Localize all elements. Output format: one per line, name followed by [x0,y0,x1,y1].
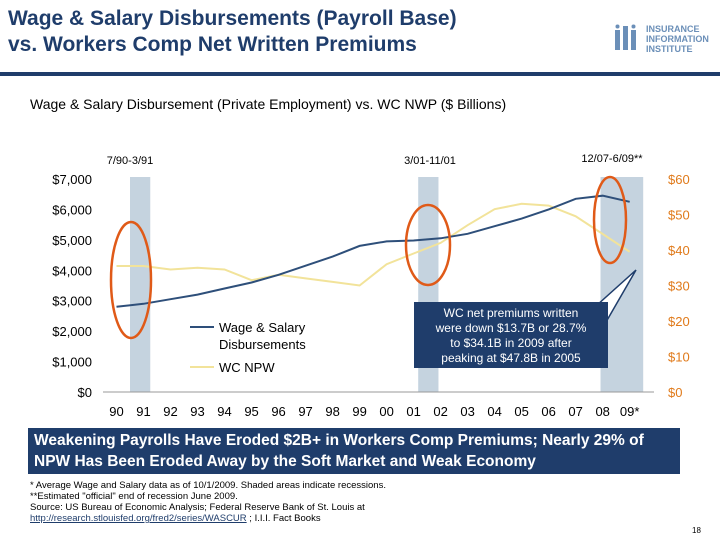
iii-logo [614,20,714,60]
legend-wage-label-line2: Disbursements [219,337,306,352]
callout-text: peaking at $47.8B in 2005 [441,351,581,365]
left-tick-label: $7,000 [52,172,92,187]
x-tick-label: 01 [406,404,421,419]
x-tick-label: 99 [352,404,367,419]
chart-subtitle: Wage & Salary Disbursement (Private Employment) vs. WC NWP ($ Billions) [30,96,507,112]
page-number: 18 [692,526,701,535]
left-tick-label: $0 [77,385,92,400]
x-tick-label: 90 [109,404,124,419]
x-tick-label: 04 [487,404,502,419]
left-tick-label: $5,000 [52,232,92,248]
legend-wage-label: Wage & Salary [219,320,306,335]
callout-text: to $34.1B in 2009 after [450,336,572,350]
footnote-1: * Average Wage and Salary data as of 10/1/2009. Shaded areas indicate recessions. [30,480,386,491]
x-tick-label: 02 [433,404,448,419]
x-tick-label: 94 [217,404,232,419]
recession-label: 3/01-11/01 [404,155,456,167]
recession-band [130,177,150,392]
x-tick-label: 08 [595,404,610,419]
x-tick-label: 92 [163,404,178,419]
page-title: Wage & Salary Disbursements (Payroll Base) vs. Workers Comp Net Written Premiums [8,7,457,56]
x-tick-label: 93 [190,404,205,419]
right-tick-label: $30 [668,278,690,294]
logo-text: INSURANCE INFORMATION INSTITUTE [646,24,709,54]
left-tick-label: $6,000 [52,202,92,218]
legend-nwp-label: WC NPW [219,360,275,375]
wage-salary-line [117,196,630,307]
x-tick-label: 96 [271,404,286,419]
source-line: Source: US Bureau of Economic Analysis; Federal Reserve Bank of St. Louis at [30,502,365,513]
x-tick-label: 91 [136,404,151,419]
chart [0,140,720,430]
title-rule [0,72,720,76]
right-tick-label: $60 [668,172,690,187]
right-tick-label: $50 [668,207,690,223]
x-tick-label: 03 [460,404,475,419]
source-link[interactable]: http://research.stlouisfed.org/fred2/series/WASCUR [30,513,247,524]
conclusion-banner: Weakening Payrolls Have Eroded $2B+ in Workers Comp Premiums; Nearly 29% of NPW Has Been Eroded Away by the Soft Market and Weak Economy [28,428,680,474]
x-tick-label: 95 [244,404,259,419]
right-tick-label: $20 [668,314,690,329]
right-tick-label: $0 [668,385,683,400]
recession-label: 12/07-6/09** [581,153,643,165]
source-suffix: ; I.I.I. Fact Books [246,513,321,524]
right-tick-label: $40 [668,243,690,258]
left-tick-label: $2,000 [52,324,92,340]
source-line-2 [30,513,386,524]
recession-label: 7/90-3/91 [106,155,154,167]
callout-text: were down $13.7B or 28.7% [435,321,587,335]
x-tick-label: 98 [325,404,340,419]
x-tick-label: 06 [541,404,556,419]
iii-logo-icon [614,24,642,52]
left-tick-label: $3,000 [52,293,92,309]
callout-text: WC net premiums written [443,306,579,320]
x-tick-label: 05 [514,404,529,419]
x-tick-label: 97 [298,404,313,419]
x-tick-label: 00 [379,404,394,419]
x-tick-label: 07 [568,404,583,419]
footnotes [30,480,386,524]
right-tick-label: $10 [668,349,690,365]
left-tick-label: $1,000 [52,354,92,370]
x-tick-label: 09* [619,404,640,419]
footnote-2: **Estimated "official" end of recession June 2009. [30,491,238,502]
left-tick-label: $4,000 [52,263,92,279]
